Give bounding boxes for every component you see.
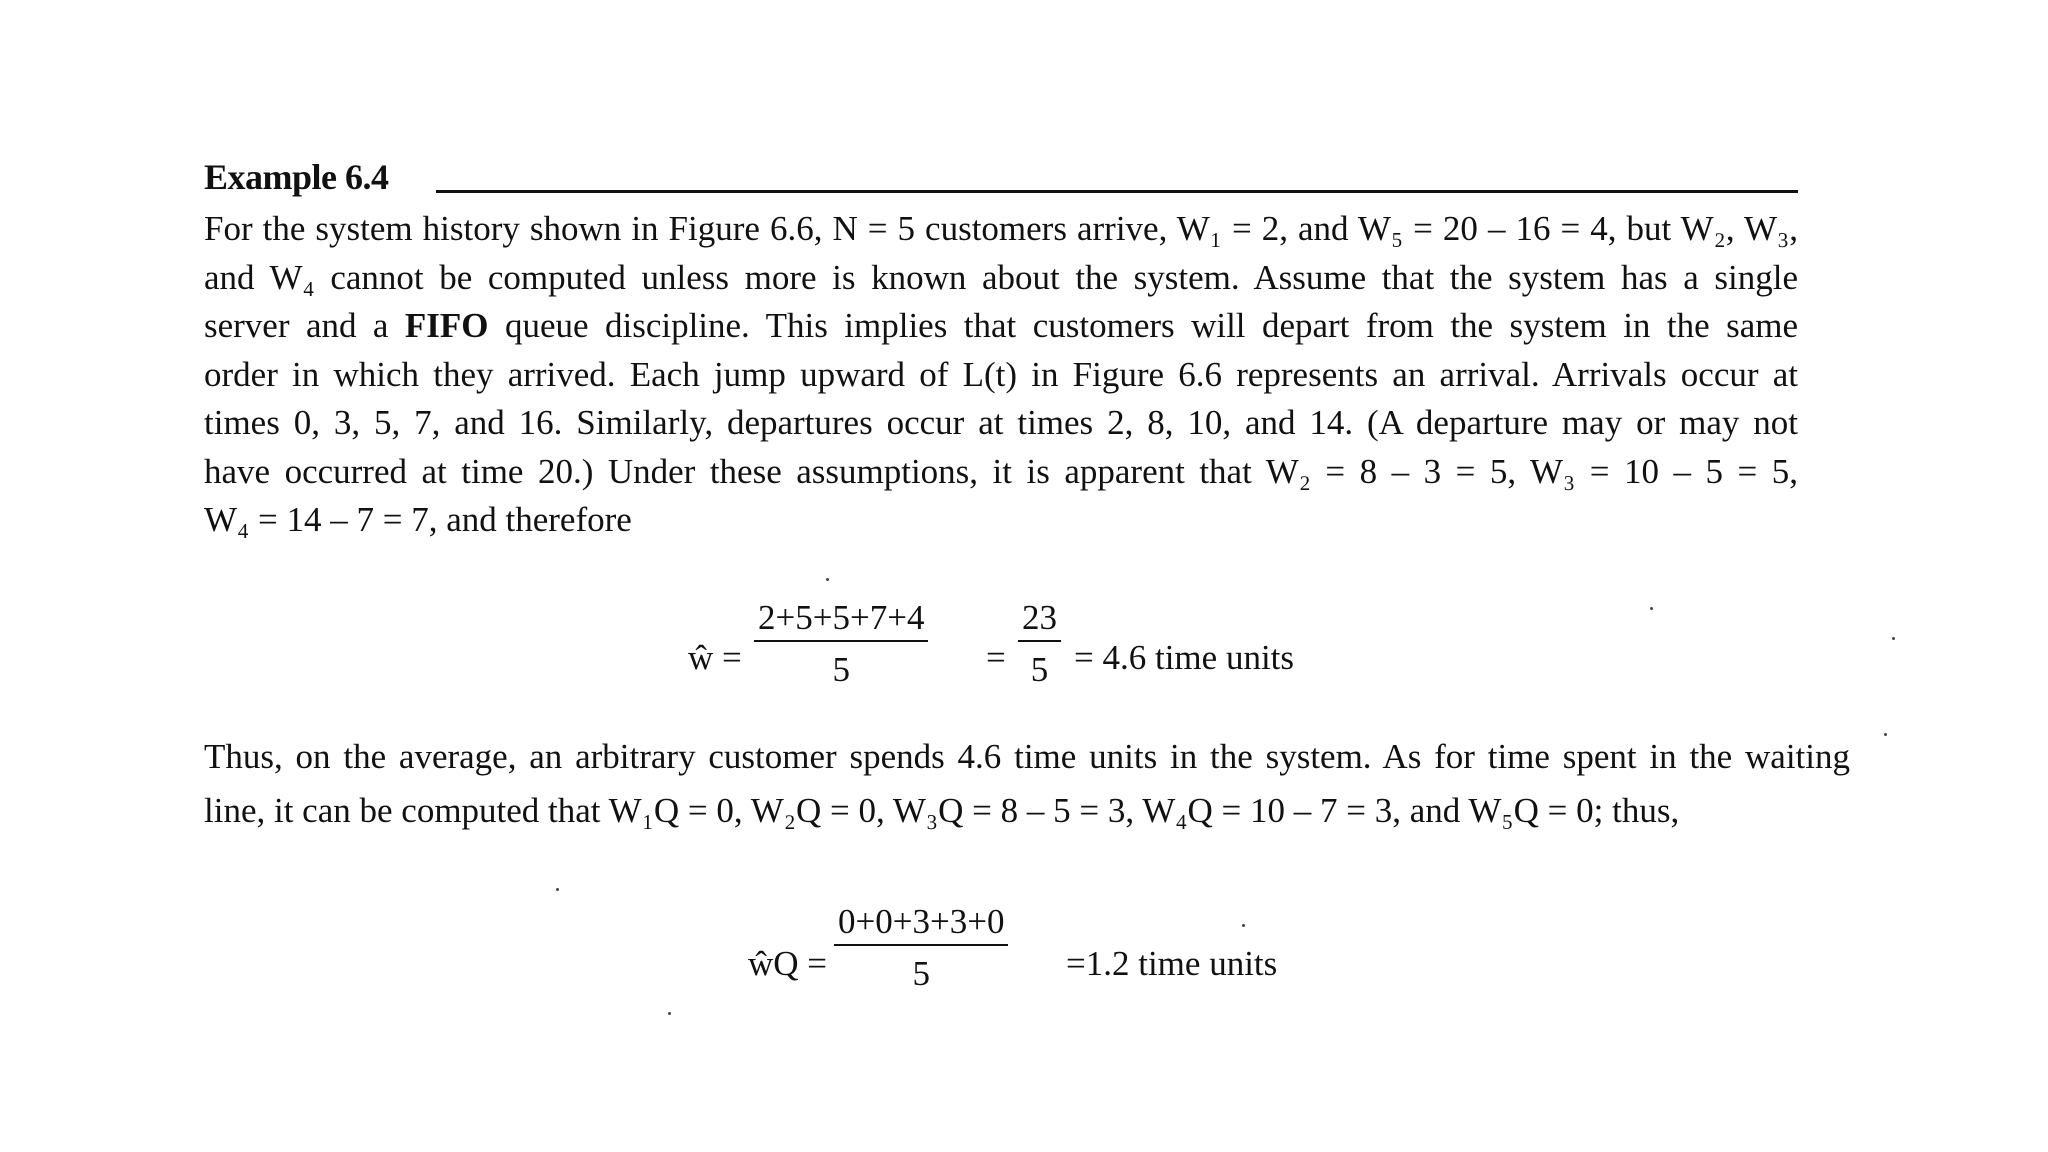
scan-speck: [556, 888, 559, 891]
scan-speck: [1892, 637, 1895, 640]
scan-speck: [1884, 733, 1887, 736]
equation-lhs: ŵ =: [688, 638, 742, 677]
paragraph-intro: [204, 205, 1798, 545]
fraction-total: [1018, 598, 1061, 690]
paragraph-line: and W₄ cannot be computed unless more is known about the system. Assume that the system has a single: [204, 257, 1798, 297]
paragraph-waiting-line: [204, 730, 1850, 838]
fraction-numerator: 23: [1018, 598, 1061, 642]
equation-result: =1.2 time units: [1066, 944, 1278, 983]
heading-rule: [436, 190, 1798, 193]
scan-speck: [826, 578, 829, 581]
paragraph-line: have occurred at time 20.) Under these assumptions, it is apparent that W₂ = 8 – 3 = 5, W₃ = 10 – 5 = 5,: [204, 451, 1798, 491]
equation-result: = 4.6 time units: [1074, 638, 1295, 677]
fraction-numerator: 2+5+5+7+4: [754, 598, 928, 642]
paragraph-line: For the system history shown in Figure 6.6, N = 5 customers arrive, W₁ = 2, and W₅ = 20 – 16 = 4, but W₂, W₃,: [204, 209, 1798, 248]
paragraph-line: Thus, on the average, an arbitrary customer spends 4.6 time units in the system. As for time spent in the waiting: [204, 737, 1850, 776]
fraction-waiting-sum: [834, 902, 1008, 994]
paragraph-line: W₄ = 14 – 7 = 7, and therefore: [204, 500, 632, 539]
fraction-denominator: 5: [832, 650, 850, 689]
example-title: Example 6.4: [204, 157, 389, 197]
fraction-denominator: 5: [1030, 650, 1049, 689]
text-fragment: server and a: [204, 306, 405, 345]
scan-speck: [668, 1012, 671, 1015]
fraction-denominator: 5: [912, 954, 930, 993]
scan-speck: [1650, 607, 1653, 610]
equation-lhs: ŵQ =: [748, 944, 828, 983]
example-heading: [204, 150, 1804, 202]
fifo-term: FIFO: [404, 306, 489, 345]
paragraph-line: times 0, 3, 5, 7, and 16. Similarly, departures occur at times 2, 8, 10, and 14. (A departure may or may not: [204, 403, 1798, 442]
text-fragment: queue discipline. This implies that customers will depart from the system in the same: [488, 306, 1798, 345]
paragraph-line: line, it can be computed that W₁Q = 0, W₂Q = 0, W₃Q = 8 – 5 = 3, W₄Q = 10 – 7 = 3, and W₅Q = 0; thus,: [204, 791, 1680, 830]
fraction-sum: [754, 598, 928, 690]
paragraph-line: [204, 302, 1798, 351]
paragraph-line: order in which they arrived. Each jump upward of L(t) in Figure 6.6 represents an arrival. Arrivals occur at: [204, 354, 1798, 394]
equals-sign: =: [986, 638, 1006, 677]
fraction-numerator: 0+0+3+3+0: [834, 902, 1008, 946]
scan-speck: [1242, 924, 1245, 927]
